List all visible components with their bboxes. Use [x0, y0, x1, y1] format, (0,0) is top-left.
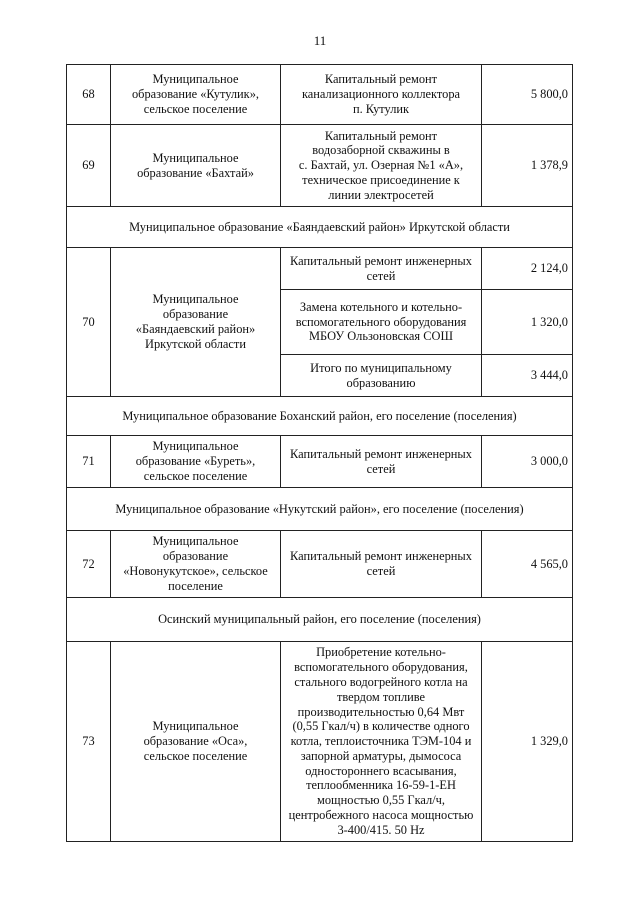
section-row	[67, 488, 573, 531]
amount-cell: 4 565,0	[482, 531, 573, 598]
row-number: 68	[67, 65, 111, 125]
table-row	[67, 248, 573, 290]
funding-table	[66, 64, 573, 842]
row-number: 70	[67, 248, 111, 397]
municipality-cell: Муниципальное образование «Кутулик», сельское поселение	[111, 65, 281, 125]
municipality-cell: Муниципальное образование «Баяндаевский район» Иркутской области	[111, 248, 281, 397]
work-description-cell: Капитальный ремонт инженерных сетей	[281, 248, 482, 290]
amount-cell: 1 320,0	[482, 290, 573, 355]
table-row	[67, 531, 573, 598]
amount-cell: 1 329,0	[482, 642, 573, 842]
section-title: Муниципальное образование «Нукутский район», его поселение (поселения)	[67, 488, 573, 531]
subtotal-label: Итого по муниципальному образованию	[281, 355, 482, 397]
amount-cell: 3 000,0	[482, 436, 573, 488]
subtotal-amount: 3 444,0	[482, 355, 573, 397]
row-number: 73	[67, 642, 111, 842]
municipality-cell: Муниципальное образование «Буреть», сельское поселение	[111, 436, 281, 488]
work-description-cell: Капитальный ремонт инженерных сетей	[281, 436, 482, 488]
work-description-cell: Приобретение котельно- вспомогательного оборудования, стального водогрейного котла на твердом топливе производительностью 0,64 Мвт (0,55 Гкал/ч) в количестве одного котла, теплоисточника ТЭМ-104 и запорной арматуры, дымососа одностороннего всасывания, теплообменника 16-59-1-ЕН мощностью 0,55 Гкал/ч, центробежного насоса мощностью 3-400/415. 50 Hz	[281, 642, 482, 842]
table-row	[67, 436, 573, 488]
row-number: 71	[67, 436, 111, 488]
municipality-cell: Муниципальное образование «Оса», сельское поселение	[111, 642, 281, 842]
table-row	[67, 642, 573, 842]
section-row	[67, 397, 573, 436]
section-title: Муниципальное образование «Баяндаевский район» Иркутской области	[67, 207, 573, 248]
work-description-cell: Капитальный ремонт инженерных сетей	[281, 531, 482, 598]
page-number: 11	[313, 33, 327, 48]
work-description-cell: Капитальный ремонт водозаборной скважины в с. Бахтай, ул. Озерная №1 «А», техническое присоединение к линии электросетей	[281, 125, 482, 207]
table-row	[67, 125, 573, 207]
municipality-cell: Муниципальное образование «Новонукутское», сельское поселение	[111, 531, 281, 598]
section-title: Муниципальное образование Боханский район, его поселение (поселения)	[67, 397, 573, 436]
section-row	[67, 207, 573, 248]
municipality-cell: Муниципальное образование «Бахтай»	[111, 125, 281, 207]
work-description-cell: Замена котельного и котельно- вспомогательного оборудования МБОУ Ользоновская СОШ	[281, 290, 482, 355]
table-row	[67, 65, 573, 125]
amount-cell: 1 378,9	[482, 125, 573, 207]
row-number: 72	[67, 531, 111, 598]
work-description-cell: Капитальный ремонт канализационного коллектора п. Кутулик	[281, 65, 482, 125]
amount-cell: 2 124,0	[482, 248, 573, 290]
section-title: Осинский муниципальный район, его поселение (поселения)	[67, 598, 573, 642]
section-row	[67, 598, 573, 642]
row-number: 69	[67, 125, 111, 207]
amount-cell: 5 800,0	[482, 65, 573, 125]
